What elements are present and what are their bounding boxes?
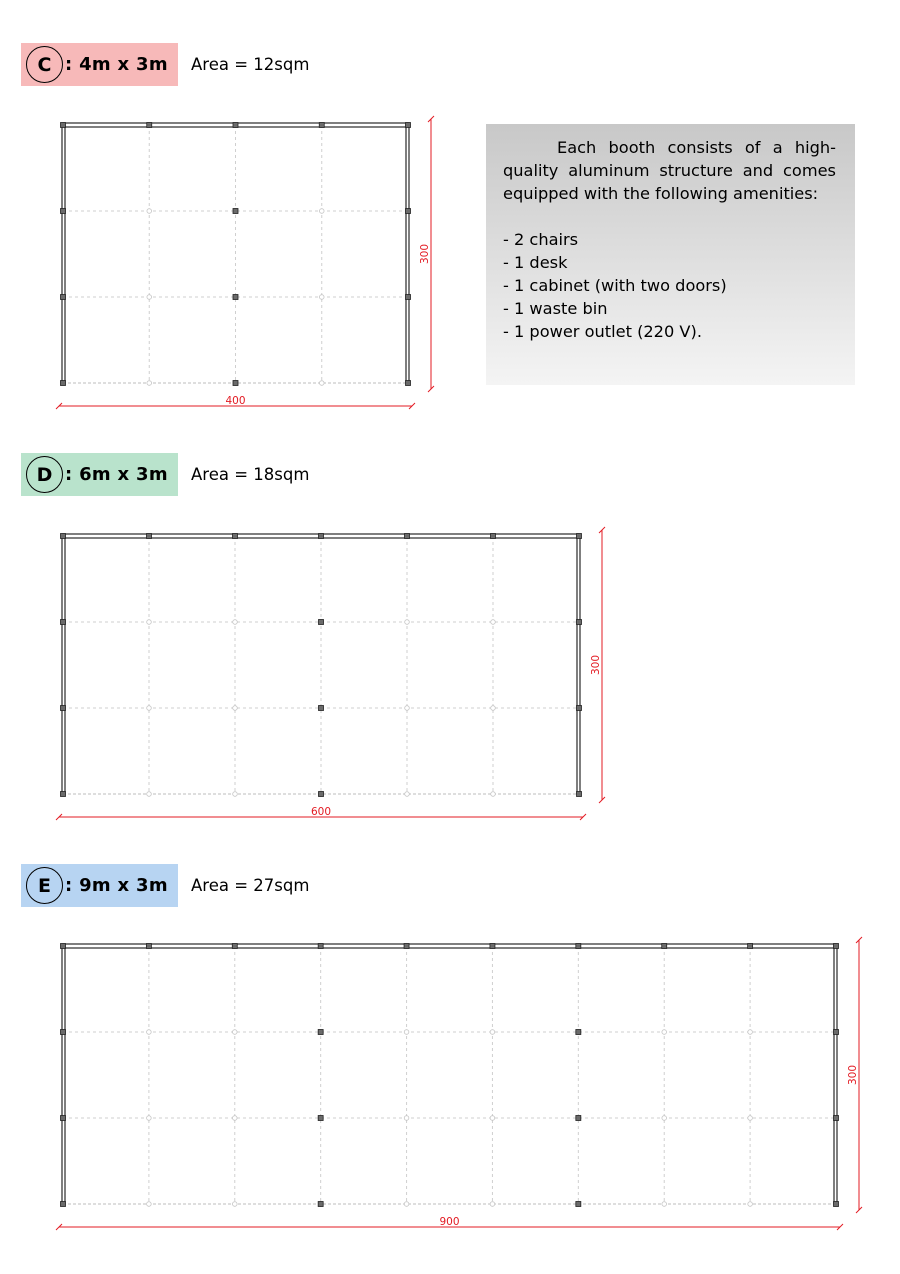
grid-node [748,1116,753,1121]
booth-c-size: : 4m x 3m [65,54,168,75]
wall-post [576,944,581,949]
booth-c-area: Area = 12sqm [191,55,310,74]
height-dimension-label: 300 [419,243,431,265]
amenity-item: - 1 power outlet (220 V). [503,322,702,341]
back-wall [63,944,836,948]
wall-post [61,1116,66,1121]
booth-e-area: Area = 27sqm [191,876,310,895]
wall-post [834,1202,839,1207]
grid-node [662,1202,667,1207]
grid-node [147,1030,152,1035]
wall-post [662,944,667,949]
height-dimension-label: 300 [847,1064,859,1086]
grid-node [748,1030,753,1035]
grid-node [232,1202,237,1207]
width-dimension-label: 400 [225,395,246,407]
wall-post [834,1116,839,1121]
height-dimension-label: 300 [590,654,602,676]
grid-node [490,1116,495,1121]
wall-post [490,944,495,949]
grid-node [147,1202,152,1207]
amenity-item: - 1 desk [503,253,568,272]
inner-post [576,1030,581,1035]
amenity-item: - 1 cabinet (with two doors) [503,276,727,295]
amenities-intro: Each booth consists of a high-quality aluminum structure and comes equipped with the following amenities: [503,138,836,203]
wall-post [61,1030,66,1035]
left-wall [62,946,65,1204]
grid-node [404,1202,409,1207]
booth-e-size: : 9m x 3m [65,875,168,896]
grid-node [748,1202,753,1207]
grid-node [404,1030,409,1035]
inner-post [318,1030,323,1035]
wall-post [232,944,237,949]
grid-node [404,1116,409,1121]
grid-node [662,1116,667,1121]
booth-e-letter: E [26,867,63,904]
width-dimension-label: 900 [439,1216,460,1228]
booth-d-area: Area = 18sqm [191,465,310,484]
grid-node [490,1030,495,1035]
inner-post [318,1202,323,1207]
inner-post [318,1116,323,1121]
inner-post [576,1202,581,1207]
wall-post [146,944,151,949]
wall-post [318,944,323,949]
width-dimension-label: 600 [310,806,332,818]
amenity-item: - 1 waste bin [503,299,608,318]
booth-d-size: : 6m x 3m [65,464,168,485]
right-wall [834,946,837,1204]
booth-c-letter: C [26,46,63,83]
wall-post [748,944,753,949]
wall-post [61,1202,66,1207]
inner-post [576,1116,581,1121]
amenity-item: - 2 chairs [503,230,579,249]
wall-post [61,944,66,949]
grid-node [490,1202,495,1207]
grid-node [147,1116,152,1121]
wall-post [834,944,839,949]
booth-d-letter: D [26,456,63,493]
grid-node [232,1116,237,1121]
grid-node [662,1030,667,1035]
wall-post [834,1030,839,1035]
grid-node [232,1030,237,1035]
wall-post [404,944,409,949]
